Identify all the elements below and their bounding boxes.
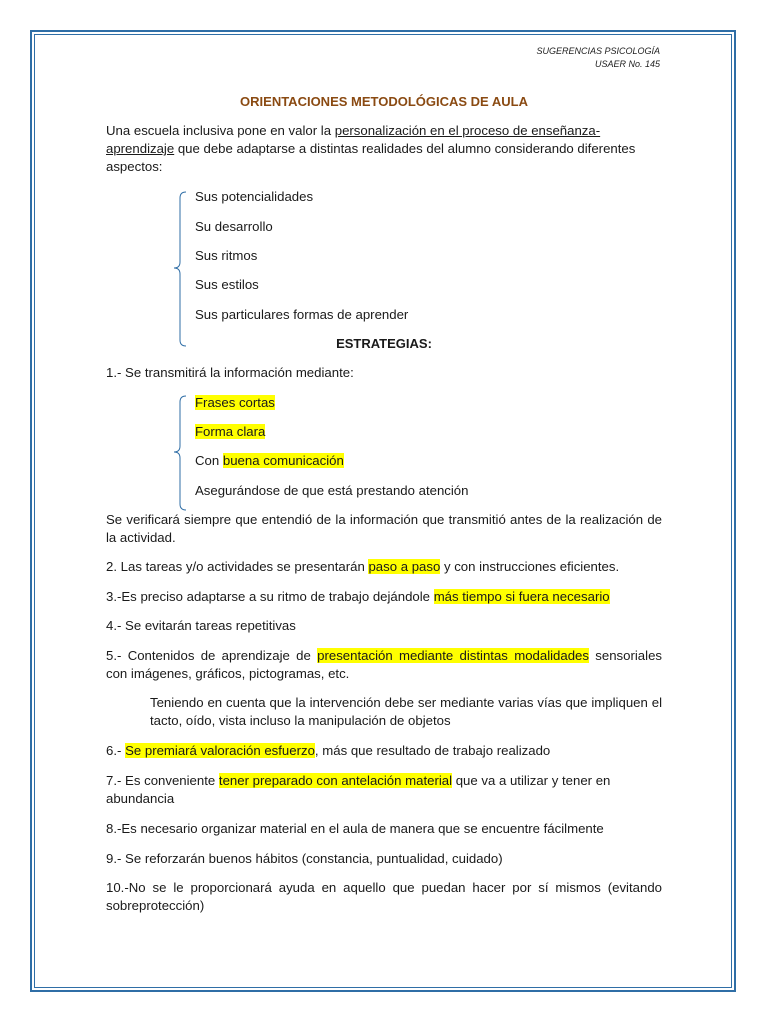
intro-paragraph xyxy=(106,122,662,176)
aspect-item: Sus particulares formas de aprender xyxy=(195,307,409,322)
verify-paragraph: Se verificará siempre que entendió de la información que transmitió antes de la realización de la actividad. xyxy=(106,512,662,545)
strategy-7-text-after: que va a utilizar y tener en abundancia xyxy=(106,773,611,806)
info-item xyxy=(195,394,275,412)
strategy-5-text: 5.- Contenidos de aprendizaje de xyxy=(106,648,318,663)
strategy-3-text: 3.-Es preciso adaptarse a su ritmo de trabajo dejándole xyxy=(106,589,434,604)
highlighted-text: presentación mediante distintas modalidades xyxy=(317,648,589,663)
info-item xyxy=(195,452,344,470)
strategy-3 xyxy=(106,588,662,606)
intro-text-before: Una escuela inclusiva pone en valor la xyxy=(106,123,335,138)
strategy-7-text: 7.- Es conveniente xyxy=(106,773,219,788)
highlighted-text: tener preparado con antelación material xyxy=(218,773,453,788)
page-title: ORIENTACIONES METODOLÓGICAS DE AULA xyxy=(240,94,528,109)
aspects-brace xyxy=(172,190,192,348)
aspect-item: Sus potencialidades xyxy=(195,189,314,204)
highlighted-text: Frases cortas xyxy=(195,395,275,410)
strategy-5 xyxy=(106,647,662,683)
strategies-heading: ESTRATEGIAS: xyxy=(336,336,432,351)
highlighted-text: Se premiará valoración esfuerzo xyxy=(125,743,315,758)
strategy-9: 9.- Se reforzarán buenos hábitos (constancia, puntualidad, cuidado) xyxy=(106,851,503,866)
strategy-8: 8.-Es necesario organizar material en el aula de manera que se encuentre fácilmente xyxy=(106,821,604,836)
header-line-1: SUGERENCIAS PSICOLOGÍA xyxy=(536,46,660,56)
strategy-2-text-after: y con instrucciones eficientes. xyxy=(440,559,620,574)
strategy-7 xyxy=(106,772,662,808)
strategy-4: 4.- Se evitarán tareas repetitivas xyxy=(106,618,296,633)
info-item xyxy=(195,423,265,441)
strategy-2-text: 2. Las tareas y/o actividades se presentarán xyxy=(106,559,369,574)
header-line-2: USAER No. 145 xyxy=(594,59,660,69)
intro-underlined-text: personalización en el proceso de enseñanza-aprendizaje xyxy=(106,123,601,156)
strategy-1: 1.- Se transmitirá la información mediante: xyxy=(106,365,354,380)
aspect-item: Sus estilos xyxy=(195,277,259,292)
info-item: Asegurándose de que está prestando atención xyxy=(195,483,469,498)
strategy-5-text-after: sensoriales con imágenes, gráficos, pictogramas, etc. xyxy=(106,648,662,681)
highlighted-text: más tiempo si fuera necesario xyxy=(433,589,610,604)
info-item-prefix: Con xyxy=(195,453,223,468)
highlighted-text: paso a paso xyxy=(368,559,441,574)
strategy-6-text-after: , más que resultado de trabajo realizado xyxy=(314,743,551,758)
strategy-6 xyxy=(106,742,662,760)
info-brace xyxy=(172,394,192,512)
strategy-2 xyxy=(106,558,662,576)
strategy-5-note: Teniendo en cuenta que la intervención debe ser mediante varias vías que impliquen el tacto, oído, vista incluso la manipulación de objetos xyxy=(150,695,662,728)
intro-text-after: que debe adaptarse a distintas realidades del alumno considerando diferentes aspectos: xyxy=(106,141,636,174)
highlighted-text: Forma clara xyxy=(195,424,266,439)
highlighted-text: buena comunicación xyxy=(222,453,344,468)
aspect-item: Su desarrollo xyxy=(195,219,273,234)
document-header xyxy=(536,45,660,71)
strategy-6-text: 6.- xyxy=(106,743,126,758)
aspect-item: Sus ritmos xyxy=(195,248,258,263)
strategy-10: 10.-No se le proporcionará ayuda en aquello que puedan hacer por sí mismos (evitando sobreprotección) xyxy=(106,880,662,913)
